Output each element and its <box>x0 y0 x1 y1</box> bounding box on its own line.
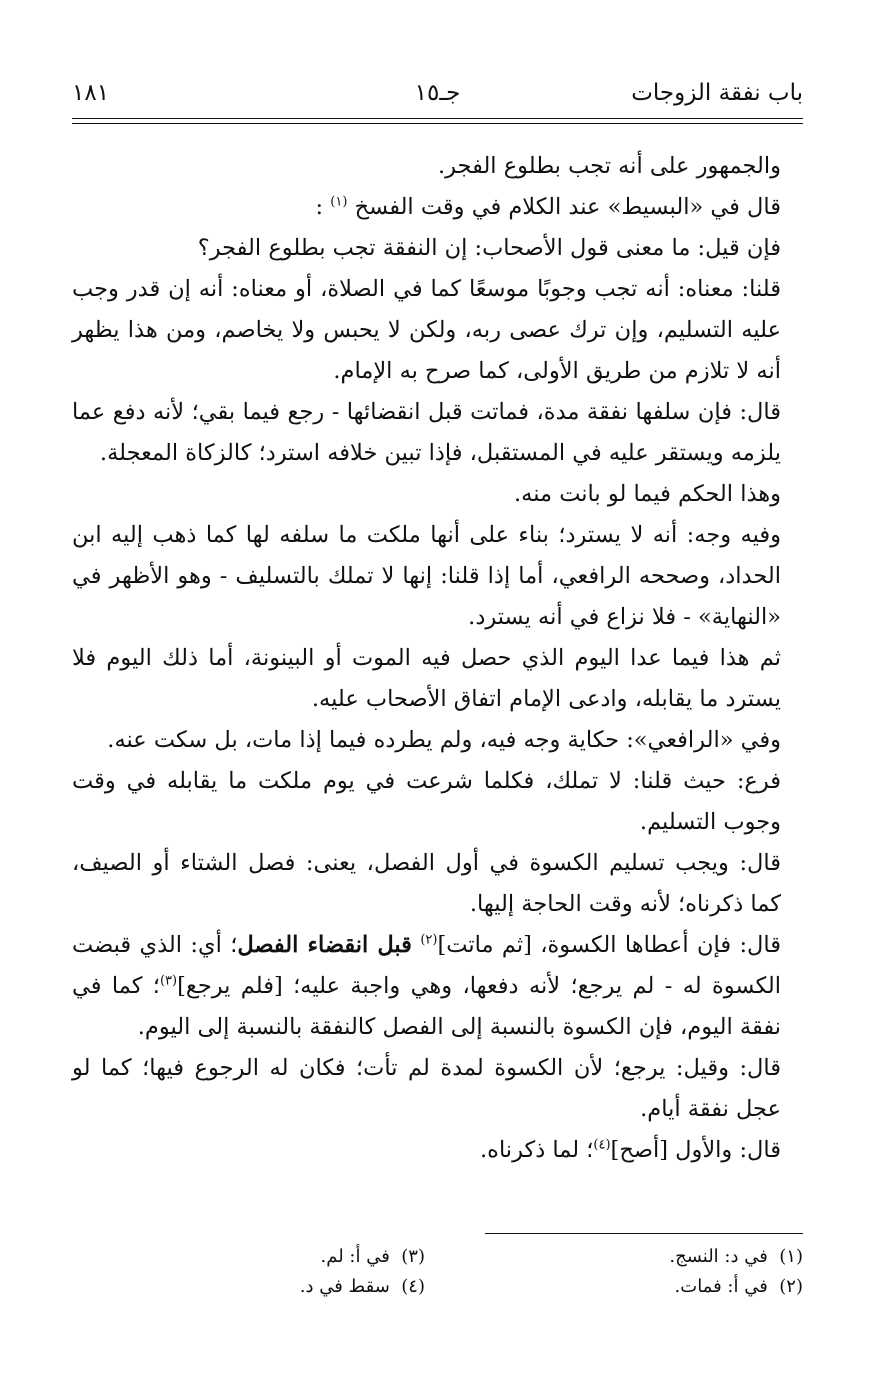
header-rule-thin <box>72 123 803 124</box>
main-text <box>72 146 803 1171</box>
volume-label: جـ١٥ <box>414 80 461 106</box>
footnote-ref[interactable]: (٢) <box>420 932 438 948</box>
paragraph: قال: ويجب تسليم الكسوة في أول الفصل، يعنى: فصل الشتاء أو الصيف، كما ذكرناه؛ لأنه وقت الحاجة إليها. <box>72 850 781 917</box>
running-header <box>72 80 803 116</box>
paragraph-text: ؛ أي: الذي قبضت الكسوة له - لم يرجع؛ لأنه دفعها، وهي واجبة عليه؛ [فلم يرجع] <box>72 932 781 999</box>
paragraph: قال: فإن سلفها نفقة مدة، فماتت قبل انقضائها - رجع فيما بقي؛ لأنه دفع عما يلزمه ويستقر عليه في المستقبل، فإذا تبين خلافه استرد؛ كالزكاة المعجلة. <box>72 399 781 466</box>
footnote-number: (٢) <box>779 1276 803 1297</box>
chapter-title: باب نفقة الزوجات <box>631 80 803 106</box>
paragraph <box>72 1130 803 1171</box>
paragraph-text: قال: والأول [أصح] <box>610 1137 781 1163</box>
footnote-4 <box>300 1273 425 1301</box>
paragraph: قال: وقيل: يرجع؛ لأن الكسوة لمدة لم تأت؛ فكان له الرجوع فيها؛ كما لو عجل نفقة أيام. <box>72 1055 781 1122</box>
paragraph: وهذا الحكم فيما لو بانت منه. <box>513 481 781 507</box>
footnote-ref[interactable]: (٤) <box>593 1137 611 1153</box>
paragraph: وفي «الرافعي»: حكاية وجه فيه، ولم يطرده فيما إذا مات، بل سكت عنه. <box>107 727 781 753</box>
paragraph: ثم هذا فيما عدا اليوم الذي حصل فيه الموت أو البينونة، أما ذلك اليوم فلا يسترد ما يقابله، وادعى الإمام اتفاق الأصحاب عليه. <box>72 645 781 712</box>
paragraph: قلنا: معناه: أنه تجب وجوبًا موسعًا كما في الصلاة، أو معناه: أنه إن قدر وجب عليه التسليم، وإن ترك عصى ربه، ولكن لا يحبس ولا يخاصم، ومن هذا يظهر أنه لا تلازم من طريق الأولى، كما صرح به الإمام. <box>72 276 781 384</box>
paragraph <box>72 925 803 1048</box>
paragraph-text: قال: فإن أعطاها الكسوة، [ثم ماتت] <box>437 932 781 958</box>
footnote-number: (٤) <box>401 1276 425 1297</box>
paragraph: فإن قيل: ما معنى قول الأصحاب: إن النفقة تجب بطلوع الفجر؟ <box>197 235 781 261</box>
footnote-separator <box>485 1233 803 1234</box>
paragraph-text: ؛ كما في نفقة اليوم، فإن الكسوة بالنسبة إلى الفصل كالنفقة بالنسبة إلى اليوم. <box>72 973 781 1040</box>
footnote-ref[interactable]: (١) <box>330 194 348 210</box>
paragraph: فرع: حيث قلنا: لا تملك، فكلما شرعت في يوم ملكت ما يقابله في وقت وجوب التسليم. <box>72 768 781 835</box>
paragraph-text: ؛ لما ذكرناه. <box>480 1137 594 1163</box>
footnote-2 <box>675 1273 803 1301</box>
paragraph <box>72 187 803 228</box>
footnote-text: سقط في د. <box>299 1276 390 1297</box>
footnote-3 <box>321 1243 426 1271</box>
bold-phrase: قبل انقضاء الفصل <box>237 932 412 958</box>
footnote-text: في أ: فمات. <box>674 1276 768 1297</box>
paragraph-text: قال في «البسيط» عند الكلام في وقت الفسخ <box>354 194 781 220</box>
paragraph: والجمهور على أنه تجب بطلوع الفجر. <box>437 153 781 179</box>
paragraph: وفيه وجه: أنه لا يسترد؛ بناء على أنها ملكت ما سلفه لها كما ذهب إليه ابن الحداد، وصححه الرافعي، أما إذا قلنا: إنها لا تملك بالتسليف - وهو الأظهر في «النهاية» - فلا نزاع في أنه يسترد. <box>72 522 781 630</box>
footnote-ref[interactable]: (٣) <box>159 973 178 989</box>
paragraph-tail: : <box>315 194 324 220</box>
footnote-text: في د: النسج. <box>669 1246 768 1267</box>
page-number: ١٨١ <box>72 80 110 106</box>
footnote-text: في أ: لم. <box>320 1246 390 1267</box>
footnote-1 <box>669 1243 803 1271</box>
footnote-number: (١) <box>779 1246 803 1267</box>
footnote-number: (٣) <box>401 1246 425 1267</box>
header-rule-thick <box>72 118 803 119</box>
